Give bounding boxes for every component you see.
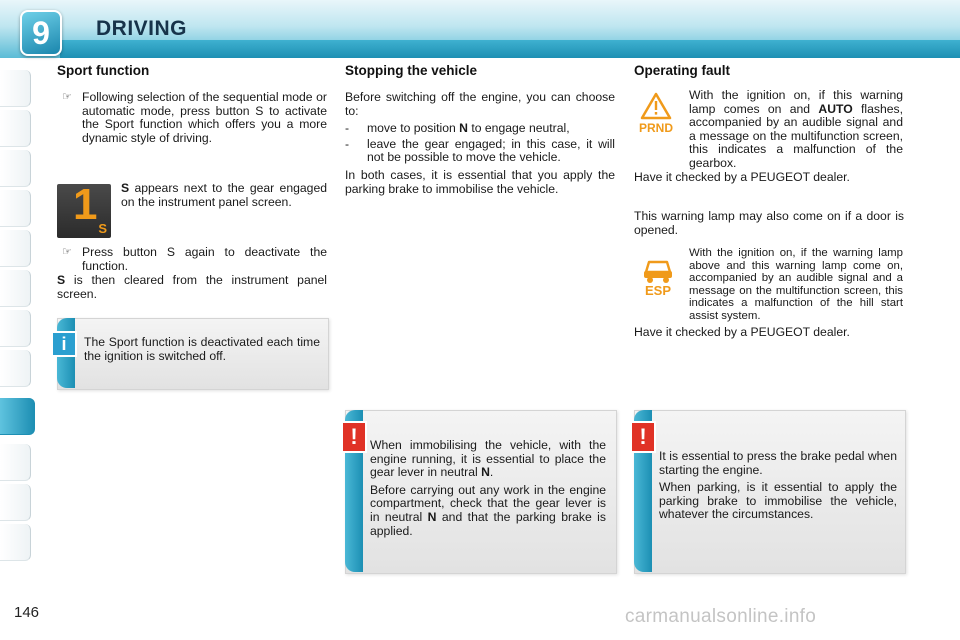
cleared-lead: S: [57, 273, 66, 287]
chapter-badge: 9: [20, 10, 62, 56]
fault-door-note: This warning lamp may also come on if a door is opened.: [634, 209, 904, 237]
stopping-warning-text: When immobilising the vehicle, with the engine running, it is essential to place the gear lever in neutral N. Before carrying out any work in the engine compartment, check that the gear lever is in neutral N and that the parking brake is applied.: [370, 438, 606, 538]
fault-dealer-1: Have it checked by a PEUGEOT dealer.: [634, 170, 850, 184]
prnd-label: PRND: [638, 121, 674, 135]
fault-dealer-2: Have it checked by a PEUGEOT dealer.: [634, 325, 850, 339]
sport-bullet-2-text: Press button S again to deactivate the function.: [82, 245, 327, 273]
warning-icon: !: [630, 421, 656, 453]
page-title: DRIVING: [96, 17, 188, 40]
prnd-warning-lamp-icon: [634, 92, 678, 136]
operating-fault-title: Operating fault: [634, 63, 731, 78]
esp-label: ESP: [644, 283, 672, 296]
header-strip: [60, 40, 960, 58]
gear-s-letter: S: [98, 221, 107, 236]
stopping-title: Stopping the vehicle: [345, 63, 478, 78]
chapter-tab[interactable]: [0, 444, 31, 481]
info-icon: i: [51, 331, 77, 357]
sport-bullet-1-text: Following selection of the sequential mode or automatic mode, press button S to activate the Sport function which offers you a more dynamic style of driving.: [82, 90, 327, 145]
chapter-tab[interactable]: [0, 230, 31, 267]
chapter-tab[interactable]: [0, 70, 31, 107]
sport-indicator-text: [121, 182, 327, 209]
chapter-tab-active[interactable]: [0, 398, 35, 435]
watermark: carmanualsonline.info: [625, 606, 817, 627]
hand-pointer-icon: ☞: [62, 91, 72, 103]
page-number: 146: [14, 604, 40, 621]
stopping-option-2: - leave the gear engaged; in this case, it will not be possible to move the vehicle.: [345, 136, 615, 165]
chapter-tab[interactable]: [0, 350, 31, 387]
chapter-tab[interactable]: [0, 524, 31, 561]
chapter-tab[interactable]: [0, 110, 31, 147]
stopping-both-cases: In both cases, it is essential that you apply the parking brake to immobilise the vehicle.: [345, 167, 615, 196]
hand-pointer-icon: ☞: [62, 246, 72, 258]
sport-function-title: Sport function: [57, 63, 150, 78]
warning-icon: !: [341, 421, 367, 453]
fault-warning-text: It is essential to press the brake pedal when starting the engine. When parking, is it essential to apply the parking brake to immobilise the vehicle, whatever the circumstances.: [659, 449, 897, 522]
esp-warning-lamp-icon: [636, 252, 680, 296]
gear-indicator-icon: [57, 180, 111, 238]
sport-cleared-text: [57, 274, 327, 301]
chapter-tab[interactable]: [0, 484, 31, 521]
chapter-tab[interactable]: [0, 270, 31, 307]
chapter-tab[interactable]: [0, 150, 31, 187]
gear-digit: 1: [73, 180, 98, 229]
chapter-tabs: [0, 60, 34, 580]
stopping-text: [345, 91, 615, 200]
indicator-text: appears next to the gear engaged on the instrument panel screen.: [121, 181, 327, 209]
info-note-text: The Sport function is deactivated each time the ignition is switched off.: [84, 335, 320, 363]
indicator-lead: S: [121, 181, 130, 195]
stopping-intro: Before switching off the engine, you can choose to:: [345, 90, 615, 118]
sport-bullet-1: [62, 91, 327, 145]
sport-bullet-2: [62, 246, 327, 273]
fault-lamp2-text: With the ignition on, if the warning lamp above and this warning lamp come on, accompanied by an audible signal and a message on the multifunction screen, this indicates a malfunction of the hill start assist system.: [689, 247, 903, 322]
fault-lamp1-text-a: With the ignition on, if this warning lamp comes on and AUTO flashes, accompanied by an audible signal and a message on the multifunction screen, this indicates a malfunction of the gearbox.: [689, 88, 904, 170]
chapter-tab[interactable]: [0, 190, 31, 227]
cleared-text: is then cleared from the instrument panel screen.: [57, 273, 327, 301]
stopping-option-1: - move to position N to engage neutral,: [345, 121, 570, 136]
chapter-tab[interactable]: [0, 310, 31, 347]
